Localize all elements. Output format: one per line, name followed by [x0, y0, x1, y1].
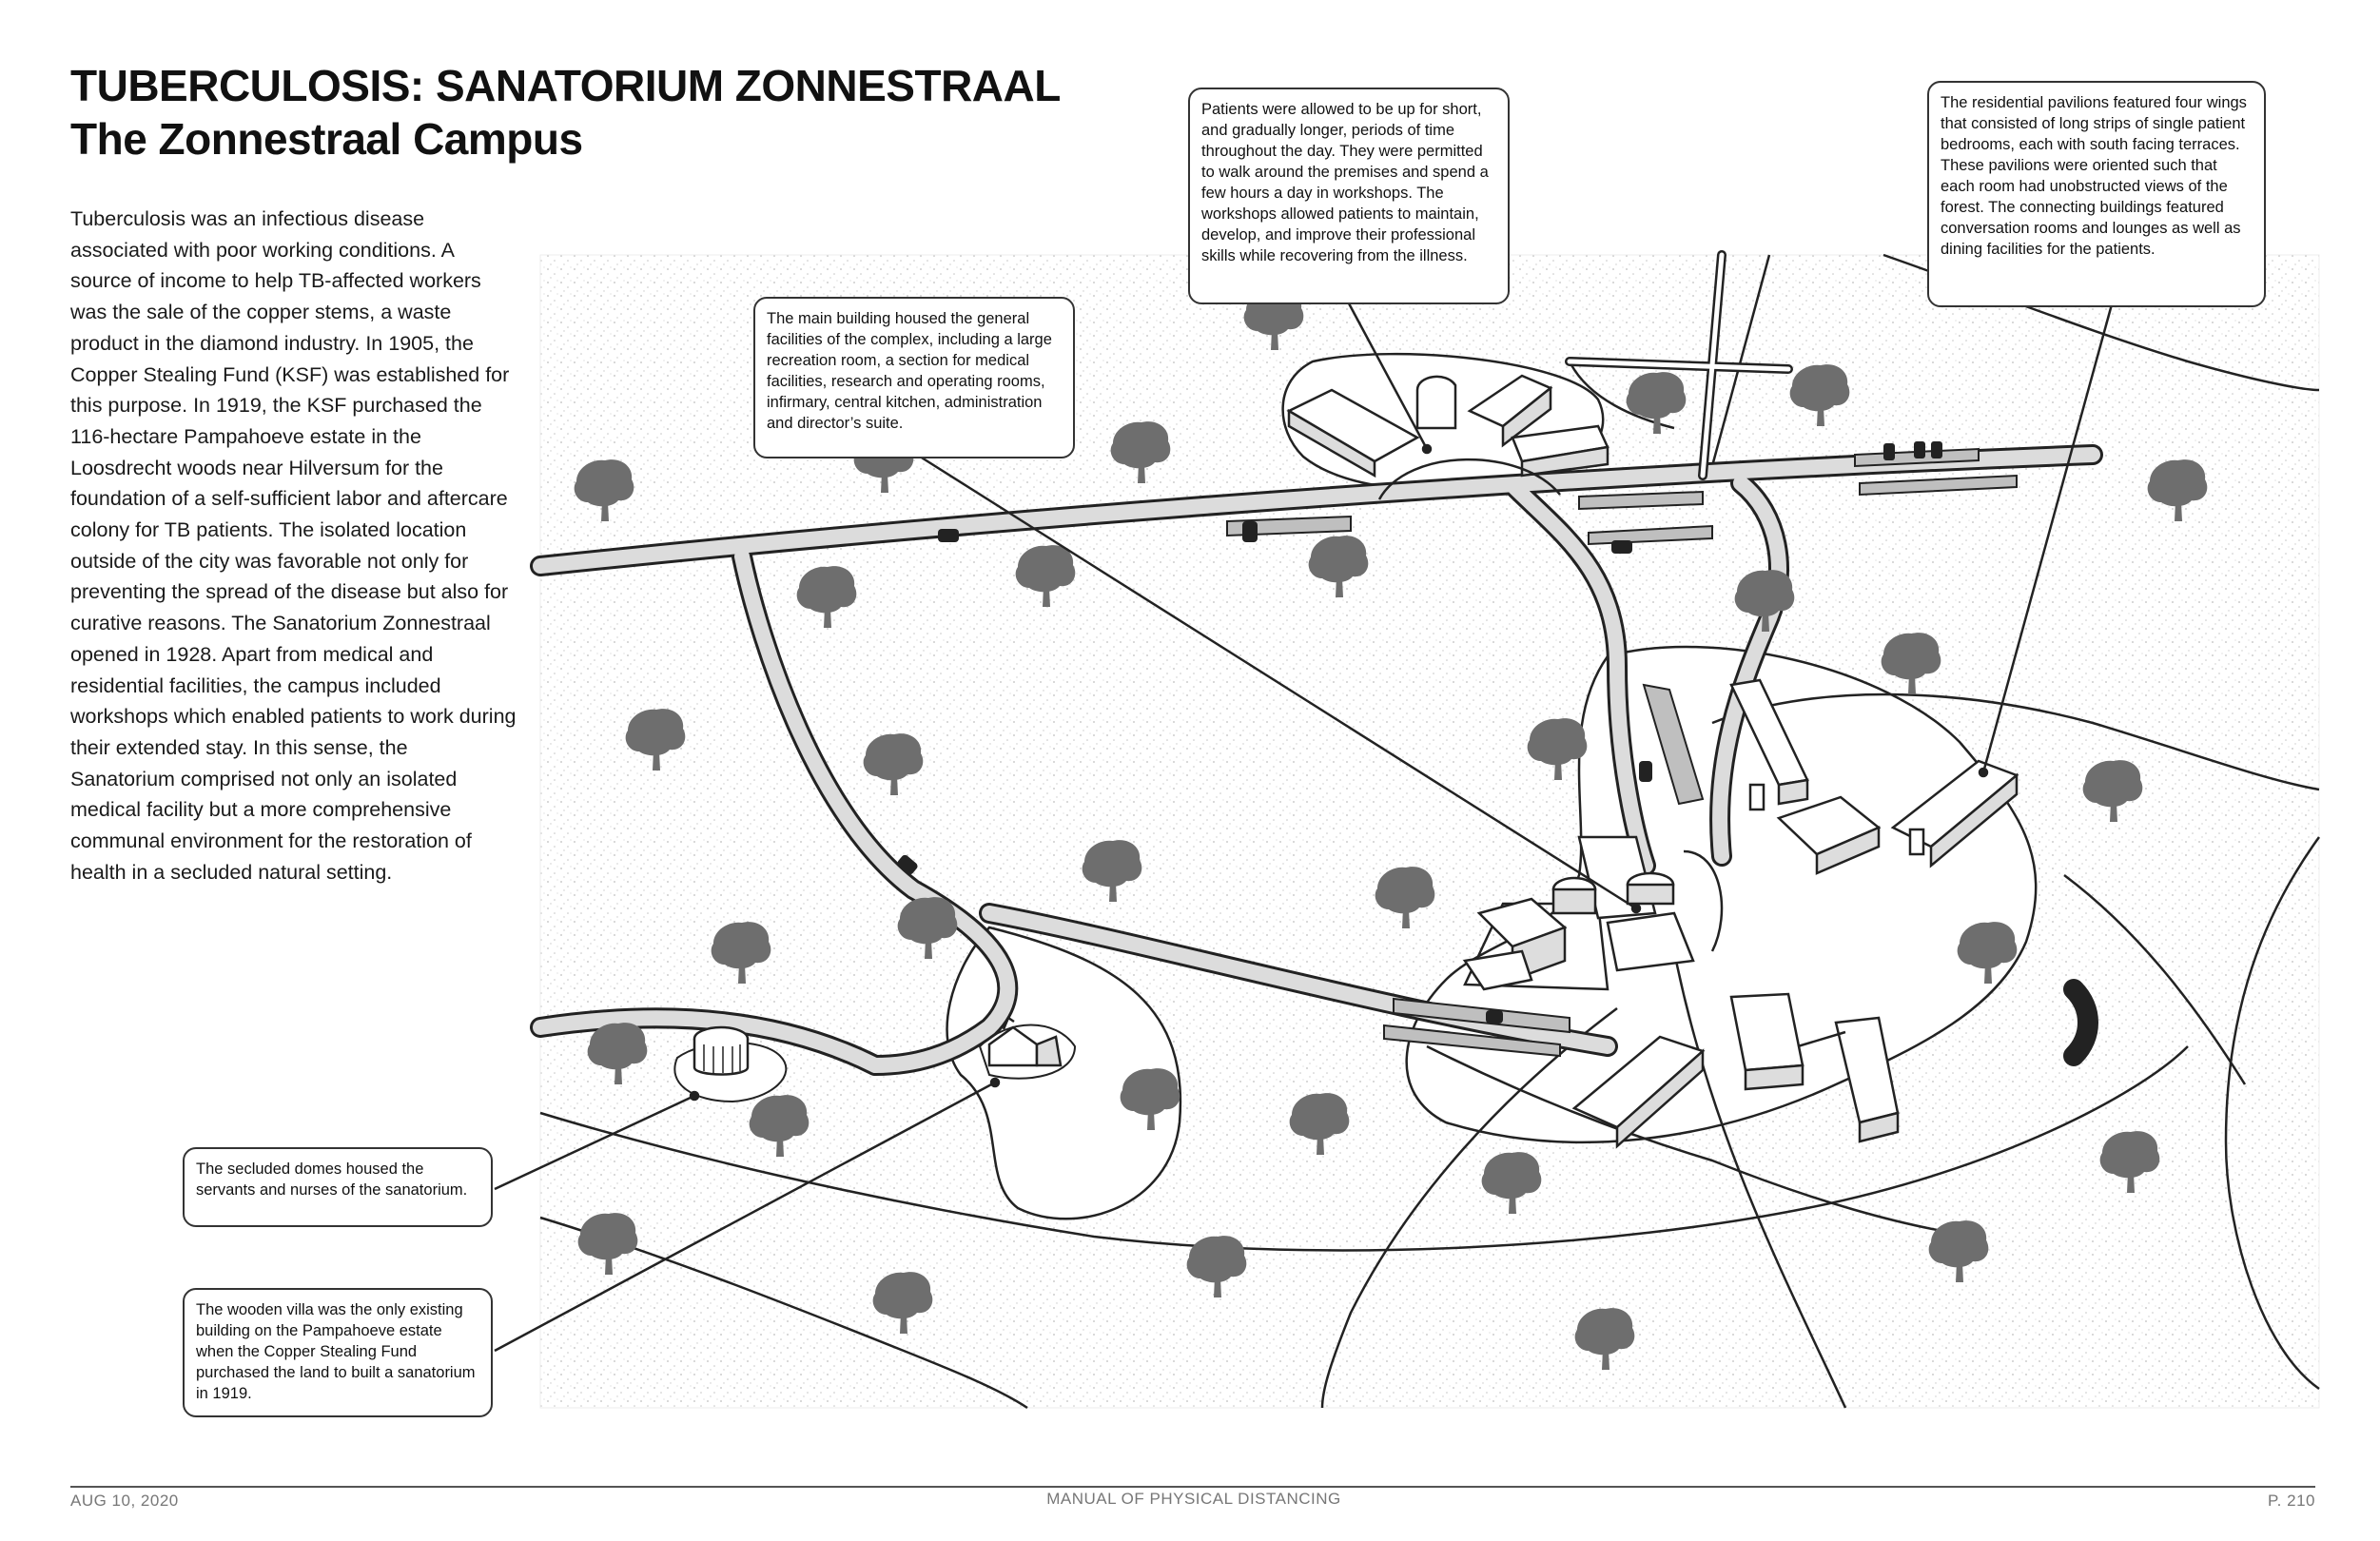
callout-pavilions: The residential pavilions featured four wings that consisted of long strips of single patient bedrooms, each with south facing terraces. These pavilions were oriented such that each room had unobstructed views of the forest. The connecting buildings featured conversation rooms and lounges as well as dining facilities for the patients. [1927, 81, 2266, 307]
footer-rule [70, 1486, 2315, 1488]
intro-paragraph: Tuberculosis was an infectious disease associated with poor working conditions. A source of income to help TB-affected workers was the sale of the copper stems, a waste product in the diamond industry. In 1905, the Copper Stealing Fund (KSF) was established for this purpose. In 1919, the KSF purchased the 116-hectare Pampahoeve estate in the Loosdrecht woods near Hilversum for the foundation of a self-sufficient labor and aftercare colony for TB patients. The isolated location outside of the city was favorable not only for preventing the spread of the disease but also for curative reasons. The Sanatorium Zonnestraal opened in 1928. Apart from medical and residential facilities, the campus included workshops which enabled patients to work during their extended stay. In this sense, the Sanatorium comprised not only an isolated medical facility but a more comprehensive communal environment for the restoration of health in a secluded natural setting. [70, 207, 517, 884]
title-line-2: The Zonnestraal Campus [70, 114, 583, 164]
title-line-1: TUBERCULOSIS: SANATORIUM ZONNESTRAAL [70, 61, 1061, 110]
servants-dome [694, 1027, 748, 1075]
callout-workshops: Patients were allowed to be up for short, and gradually longer, periods of time throughout the day. They were permitted to walk around the premises and spend a few hours a day in workshops. The workshops allowed patients to maintain, develop, and improve their professional skills while recovering from the illness. [1188, 88, 1510, 304]
callout-main-building: The main building housed the general facilities of the complex, including a large recreation room, a section for medical facilities, research and operating rooms, infirmary, central kitchen, administration and director’s suite. [753, 297, 1075, 458]
footer-date: AUG 10, 2020 [70, 1492, 179, 1510]
footer-page-number: P. 210 [2268, 1492, 2315, 1510]
footer-publication: MANUAL OF PHYSICAL DISTANCING [1046, 1490, 1341, 1508]
callout-villa: The wooden villa was the only existing building on the Pampahoeve estate when the Copper Stealing Fund purchased the land to built a sanatorium in 1919. [183, 1288, 493, 1417]
callout-domes: The secluded domes housed the servants and nurses of the sanatorium. [183, 1147, 493, 1227]
